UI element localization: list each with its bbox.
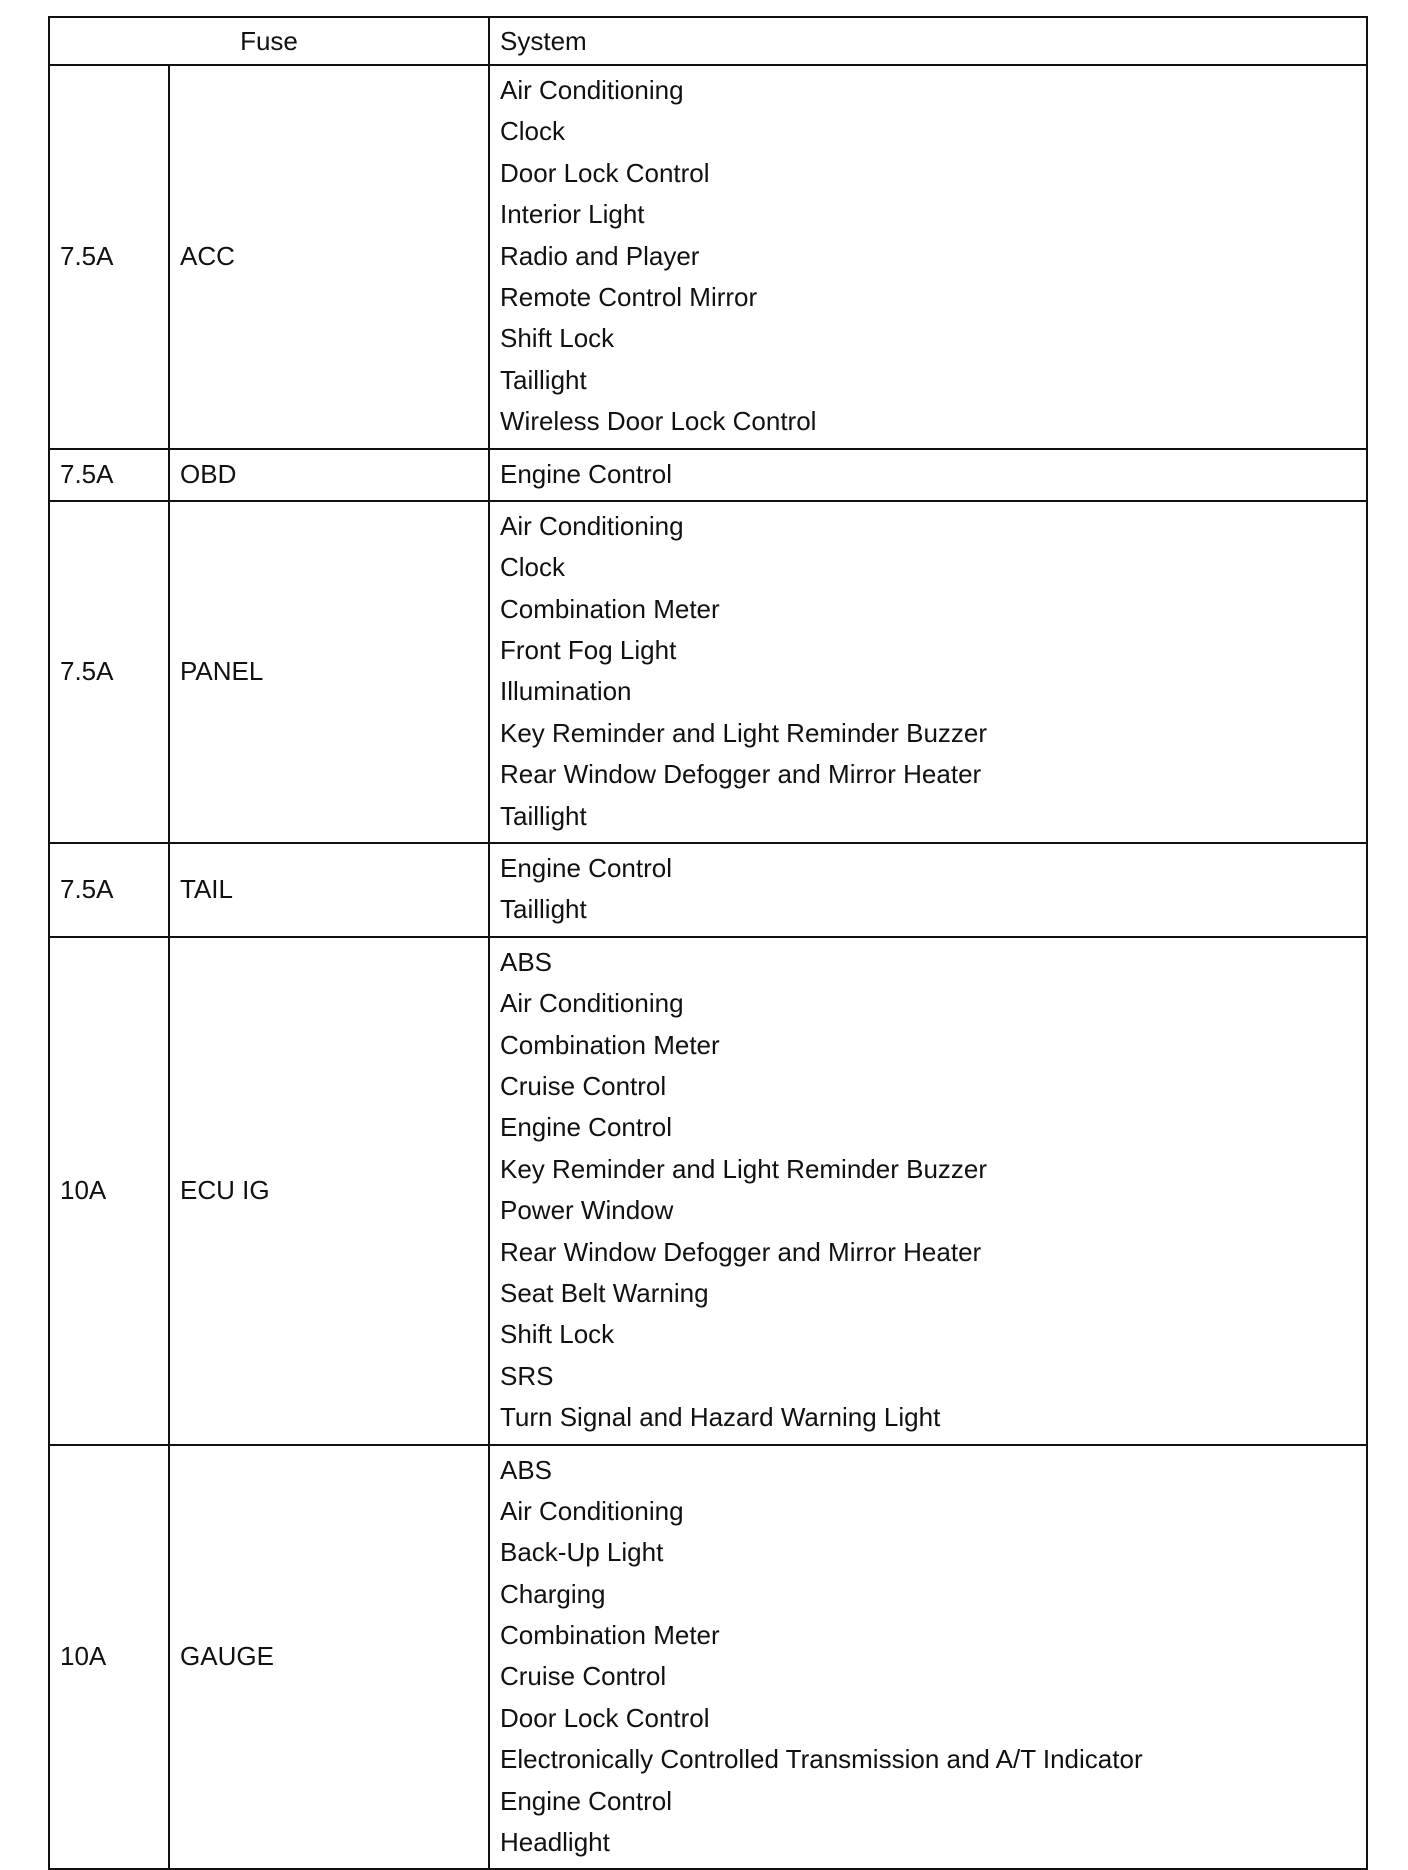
fuse-amperage: 7.5A [49, 449, 169, 501]
system-list [500, 1450, 1366, 1864]
system-cell [489, 937, 1367, 1445]
fuse-amperage: 7.5A [49, 501, 169, 843]
fuse-amperage: 7.5A [49, 843, 169, 937]
system-item: Clock [500, 116, 566, 147]
system-cell [489, 501, 1367, 843]
fuse-amperage: 10A [49, 1445, 169, 1870]
system-item: Radio and Player [500, 240, 700, 271]
system-cell [489, 1445, 1367, 1870]
system-list [500, 454, 1366, 495]
fuse-table-body [49, 65, 1367, 1869]
system-cell [489, 449, 1367, 501]
system-item: Combination Meter [500, 1029, 720, 1060]
system-item: Door Lock Control [500, 157, 710, 188]
system-item: Headlight [500, 1827, 610, 1858]
system-item: Electronically Controlled Transmission and A/T Indicator [500, 1744, 1143, 1775]
system-item: Air Conditioning [500, 510, 684, 541]
system-item: Shift Lock [500, 323, 615, 354]
fuse-name: GAUGE [169, 1445, 489, 1870]
system-item: Rear Window Defogger and Mirror Heater [500, 1236, 982, 1267]
fuse-amperage: 7.5A [49, 65, 169, 449]
header-system: System [489, 17, 1367, 65]
system-item: ABS [500, 946, 553, 977]
fuse-name: ECU IG [169, 937, 489, 1445]
system-item: Back-Up Light [500, 1537, 664, 1568]
system-item: Front Fog Light [500, 635, 677, 666]
system-cell [489, 843, 1367, 937]
system-item: Combination Meter [500, 593, 720, 624]
table-row [49, 501, 1367, 843]
system-item: Seat Belt Warning [500, 1277, 709, 1308]
system-list [500, 848, 1366, 931]
fuse-table [48, 16, 1368, 1870]
system-item: Air Conditioning [500, 1495, 684, 1526]
system-item: Key Reminder and Light Reminder Buzzer [500, 717, 988, 748]
system-item: Door Lock Control [500, 1702, 710, 1733]
system-item: Shift Lock [500, 1319, 615, 1350]
fuse-name: TAIL [169, 843, 489, 937]
table-row [49, 937, 1367, 1445]
system-cell [489, 65, 1367, 449]
system-item: Engine Control [500, 853, 672, 884]
system-item: Air Conditioning [500, 988, 684, 1019]
system-item: Air Conditioning [500, 75, 684, 105]
system-item: Engine Control [500, 1112, 672, 1143]
table-row [49, 449, 1367, 501]
fuse-name: PANEL [169, 501, 489, 843]
header-row [49, 17, 1367, 65]
system-item: Key Reminder and Light Reminder Buzzer [500, 1153, 988, 1184]
system-list [500, 70, 1366, 443]
system-item: ABS [500, 1454, 553, 1485]
system-list [500, 506, 1366, 837]
system-item: SRS [500, 1360, 554, 1391]
system-item: Illumination [500, 676, 632, 707]
system-item: Taillight [500, 800, 587, 831]
system-item: Combination Meter [500, 1620, 720, 1651]
fuse-name: OBD [169, 449, 489, 501]
system-item: Turn Signal and Hazard Warning Light [500, 1402, 941, 1433]
system-item: Cruise Control [500, 1070, 667, 1101]
system-item: Remote Control Mirror [500, 281, 758, 312]
fuse-name: ACC [169, 65, 489, 449]
table-row [49, 843, 1367, 937]
system-item: Clock [500, 552, 566, 583]
system-item: Taillight [500, 364, 587, 395]
system-item: Taillight [500, 894, 587, 925]
table-row [49, 65, 1367, 449]
system-item: Interior Light [500, 199, 645, 230]
system-item: Cruise Control [500, 1661, 667, 1692]
system-item: Rear Window Defogger and Mirror Heater [500, 759, 982, 790]
system-item: Engine Control [500, 458, 672, 489]
table-row [49, 1445, 1367, 1870]
system-item: Charging [500, 1578, 606, 1609]
system-item: Engine Control [500, 1785, 672, 1816]
system-list [500, 942, 1366, 1439]
header-fuse: Fuse [49, 17, 489, 65]
system-item: Wireless Door Lock Control [500, 406, 817, 437]
fuse-amperage: 10A [49, 937, 169, 1445]
system-item: Power Window [500, 1195, 674, 1226]
